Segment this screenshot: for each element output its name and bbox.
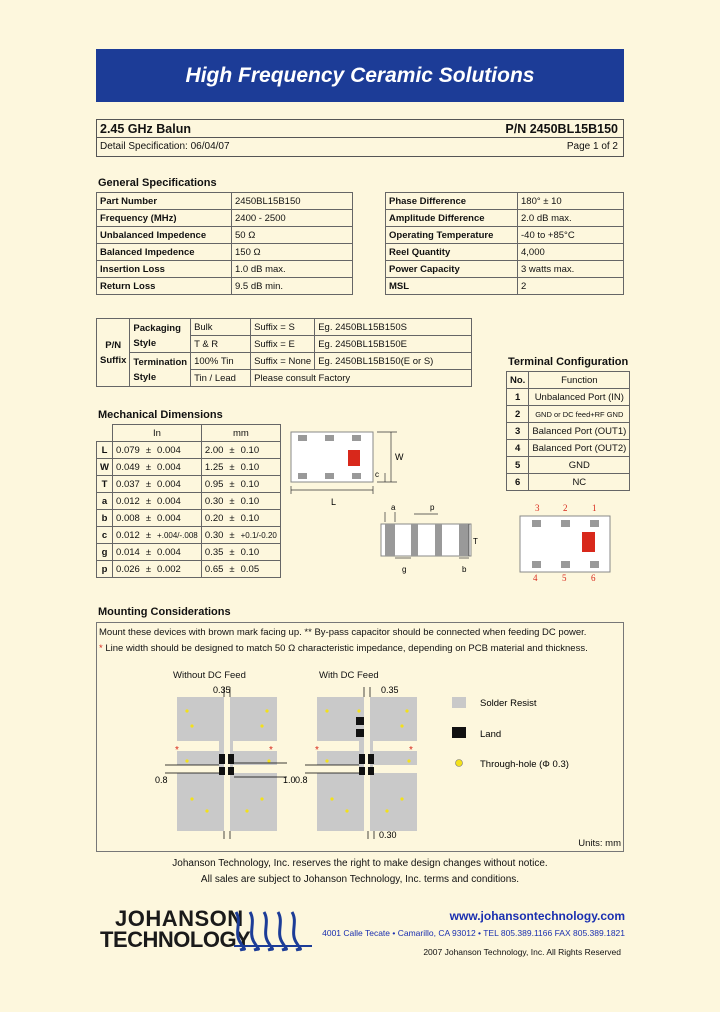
terminal-config-table	[506, 371, 630, 491]
pin-label: 1	[592, 503, 597, 513]
terminal	[385, 524, 395, 556]
document-header	[96, 119, 624, 157]
dim-10: 1.0	[283, 775, 296, 785]
legend-land: Land	[480, 729, 502, 740]
dim-key: c	[97, 527, 113, 544]
dim-mm-value: 0.30	[201, 493, 226, 510]
impedance-mark: *	[269, 745, 273, 756]
terminal-function: GND	[529, 457, 630, 474]
mechanical-title: Mechanical Dimensions	[98, 409, 223, 421]
pad	[298, 435, 307, 441]
dim-in-value: 0.049	[112, 459, 142, 476]
table-row	[507, 389, 630, 406]
dim-035: 0.35	[213, 685, 231, 695]
spec-label: Amplitude Difference	[386, 210, 518, 227]
dim-mm-tolerance: 0.10	[238, 493, 281, 510]
packaging-label: Packaging	[133, 322, 181, 334]
footer-disclaimer-1: Johanson Technology, Inc. reserves the right to make design changes without notice.	[172, 858, 548, 869]
legend-land-swatch	[452, 727, 466, 738]
plus-minus: ±	[226, 510, 237, 527]
footnote-star: *	[99, 643, 103, 654]
table-row	[386, 278, 624, 295]
table-row	[507, 372, 630, 389]
dim-in-tolerance: 0.004	[154, 493, 201, 510]
dim-in-tolerance: +.004/-.008	[154, 527, 201, 544]
suffix-type: 100% Tin	[191, 353, 251, 370]
part-number: P/N 2450BL15B150	[505, 122, 618, 136]
pad	[352, 473, 361, 479]
suffix-label: Suffix	[100, 354, 127, 366]
dim-mm-tolerance: 0.10	[238, 544, 281, 561]
land	[368, 754, 374, 764]
pad	[590, 520, 599, 527]
plus-minus: ±	[226, 442, 237, 459]
dim-mm-value: 0.65	[201, 561, 226, 578]
dim-mm-tolerance: 0.10	[238, 442, 281, 459]
dim-in-value: 0.008	[112, 510, 142, 527]
dim-in-value: 0.014	[112, 544, 142, 561]
table-row	[386, 244, 624, 261]
table-row	[97, 425, 281, 442]
pn-label: P/N	[105, 339, 122, 351]
dim-in-value: 0.079	[112, 442, 142, 459]
logo-wave-icon	[232, 908, 314, 952]
mounting-title: Mounting Considerations	[98, 606, 231, 618]
dim-in-tolerance: 0.002	[154, 561, 201, 578]
terminal-no: 6	[507, 474, 529, 491]
table-row	[97, 319, 472, 336]
spec-label: Insertion Loss	[97, 261, 232, 278]
spec-value: 2.0 dB max.	[518, 210, 624, 227]
dim-mm-value: 0.20	[201, 510, 226, 527]
dim-in-tolerance: 0.004	[154, 442, 201, 459]
terminal-function: Balanced Port (OUT2)	[529, 440, 630, 457]
mm-header: mm	[201, 425, 280, 442]
dim-label-c: c	[375, 470, 379, 479]
general-specs-title: General Specifications	[98, 177, 217, 189]
suffix-code: Suffix = None	[251, 353, 315, 370]
land	[368, 767, 374, 775]
spec-value: 2400 - 2500	[232, 210, 353, 227]
plus-minus: ±	[143, 459, 154, 476]
polarity-mark	[582, 532, 595, 552]
pad	[590, 561, 599, 568]
pin-label: 4	[533, 573, 538, 583]
style-label: Style	[133, 371, 157, 383]
spec-value: 1.0 dB max.	[232, 261, 353, 278]
spec-label: Reel Quantity	[386, 244, 518, 261]
plus-minus: ±	[226, 561, 237, 578]
plus-minus: ±	[143, 510, 154, 527]
spec-value: 2450BL15B150	[232, 193, 353, 210]
legend-through-hole: Through-hole (Φ 0.3)	[480, 759, 569, 770]
suffix-example: Eg. 2450BL15B150E	[315, 336, 472, 353]
dim-in-value: 0.012	[112, 493, 142, 510]
land	[359, 767, 365, 775]
dim-key: a	[97, 493, 113, 510]
plus-minus: ±	[143, 476, 154, 493]
terminal-no: 4	[507, 440, 529, 457]
table-row	[97, 561, 281, 578]
function-header: Function	[529, 372, 630, 389]
dim-mm-tolerance: 0.10	[238, 476, 281, 493]
polarity-mark	[348, 450, 360, 466]
terminal-function: Balanced Port (OUT1)	[529, 423, 630, 440]
table-row	[507, 440, 630, 457]
copyright: 2007 Johanson Technology, Inc. All Rights Reserved	[423, 947, 621, 957]
plus-minus: ±	[143, 527, 154, 544]
plus-minus: ±	[143, 493, 154, 510]
dim-label-w: W	[395, 452, 404, 462]
dim-label-l: L	[331, 497, 337, 507]
pad	[561, 561, 570, 568]
table-row	[97, 527, 281, 544]
dim-in-value: 0.026	[112, 561, 142, 578]
dim-label-t: T	[473, 537, 478, 546]
dim-in-tolerance: 0.004	[154, 510, 201, 527]
dim-in-tolerance: 0.004	[154, 476, 201, 493]
spec-date: Detail Specification: 06/04/07	[100, 141, 230, 152]
page-banner: High Frequency Ceramic Solutions	[96, 49, 624, 102]
terminal-no: 5	[507, 457, 529, 474]
logo-technology: TECHNOLOGY	[100, 927, 251, 952]
suffix-type: T & R	[191, 336, 251, 353]
table-row	[97, 227, 353, 244]
dim-label-p: p	[430, 503, 435, 512]
pn-suffix-label	[97, 319, 130, 387]
spec-value: 180° ± 10	[518, 193, 624, 210]
pinout-diagram	[506, 497, 624, 587]
dim-in-tolerance: 0.004	[154, 544, 201, 561]
pad	[532, 520, 541, 527]
table-row	[97, 210, 353, 227]
legend-resist-swatch	[452, 697, 466, 708]
terminal-no: 2	[507, 406, 529, 423]
spec-label: Return Loss	[97, 278, 232, 295]
table-row	[507, 474, 630, 491]
in-header: In	[112, 425, 201, 442]
table-row	[507, 423, 630, 440]
dim-label-g: g	[402, 565, 407, 574]
pad	[298, 473, 307, 479]
spec-label: Balanced Impedence	[97, 244, 232, 261]
general-specs-right	[385, 192, 624, 295]
packaging-style-label	[130, 319, 191, 353]
pin-label: 5	[562, 573, 567, 583]
mounting-note-1: Mount these devices with brown mark facing up. ** By-pass capacitor should be connected when feeding DC power.	[99, 627, 587, 638]
spec-value: 3 watts max.	[518, 261, 624, 278]
table-row	[386, 227, 624, 244]
pad	[352, 435, 361, 441]
mounting-note-2-text: Line width should be designed to match 50 Ω characteristic impedance, depending on PCB material and thickness.	[102, 643, 588, 654]
terminal	[435, 524, 442, 556]
dim-035: 0.35	[381, 685, 399, 695]
no-header: No.	[507, 372, 529, 389]
dim-in-value: 0.012	[112, 527, 142, 544]
mechanical-table	[96, 424, 281, 578]
spec-value: 9.5 dB min.	[232, 278, 353, 295]
land	[228, 754, 234, 764]
spec-value: 2	[518, 278, 624, 295]
suffix-example: Eg. 2450BL15B150S	[315, 319, 472, 336]
dim-key: L	[97, 442, 113, 459]
bypass-cap-land	[356, 729, 364, 737]
pattern-without-dc	[155, 685, 296, 839]
dim-08: 0.8	[155, 775, 168, 785]
table-row	[97, 193, 353, 210]
table-row	[97, 353, 472, 370]
impedance-mark: *	[175, 745, 179, 756]
suffix-type: Bulk	[191, 319, 251, 336]
spec-label: Part Number	[97, 193, 232, 210]
without-dc-label: Without DC Feed	[173, 670, 246, 681]
pad	[325, 435, 334, 441]
table-row	[386, 193, 624, 210]
units-note: Units: mm	[578, 838, 621, 849]
with-dc-label: With DC Feed	[319, 670, 379, 681]
plus-minus: ±	[226, 476, 237, 493]
spec-label: Phase Difference	[386, 193, 518, 210]
land	[219, 767, 225, 775]
land	[219, 754, 225, 764]
legend-via-swatch	[456, 760, 463, 767]
plus-minus: ±	[226, 493, 237, 510]
pin-label: 2	[563, 503, 568, 513]
legend-solder-resist: Solder Resist	[480, 698, 537, 709]
suffix-code: Suffix = S	[251, 319, 315, 336]
land	[228, 767, 234, 775]
dim-08: 0.8	[295, 775, 308, 785]
spec-value: 150 Ω	[232, 244, 353, 261]
dim-030: 0.30	[379, 830, 397, 840]
table-row	[507, 406, 630, 423]
dim-key: W	[97, 459, 113, 476]
plus-minus: ±	[226, 527, 237, 544]
pad	[325, 473, 334, 479]
table-row	[97, 442, 281, 459]
impedance-mark: *	[315, 745, 319, 756]
bypass-cap-land	[356, 717, 364, 725]
table-row	[97, 459, 281, 476]
terminal	[459, 524, 469, 556]
table-row	[97, 244, 353, 261]
terminal	[411, 524, 418, 556]
dim-key: g	[97, 544, 113, 561]
suffix-code: Please consult Factory	[251, 370, 472, 387]
table-row	[386, 261, 624, 278]
plus-minus: ±	[143, 442, 154, 459]
terminal-no: 1	[507, 389, 529, 406]
dim-key: b	[97, 510, 113, 527]
termination-label: Termination	[133, 356, 188, 368]
terminal-function: NC	[529, 474, 630, 491]
product-title: 2.45 GHz Balun	[100, 122, 191, 136]
dim-mm-tolerance: 0.10	[238, 459, 281, 476]
dim-key: p	[97, 561, 113, 578]
plus-minus: ±	[226, 459, 237, 476]
terminal-config-title: Terminal Configuration	[508, 356, 629, 368]
company-url[interactable]: www.johansontechnology.com	[449, 909, 625, 923]
dim-in-value: 0.037	[112, 476, 142, 493]
dim-label-b: b	[462, 565, 467, 574]
dim-mm-tolerance: 0.10	[238, 510, 281, 527]
dim-in-tolerance: 0.004	[154, 459, 201, 476]
suffix-example: Eg. 2450BL15B150(E or S)	[315, 353, 472, 370]
dim-mm-value: 0.35	[201, 544, 226, 561]
table-row	[386, 210, 624, 227]
terminal-no: 3	[507, 423, 529, 440]
plus-minus: ±	[143, 544, 154, 561]
termination-style-label	[130, 353, 191, 387]
pattern-with-dc	[295, 685, 417, 840]
spec-label: MSL	[386, 278, 518, 295]
style-label: Style	[133, 337, 157, 349]
suffix-code: Suffix = E	[251, 336, 315, 353]
land-patterns	[97, 681, 569, 840]
dim-mm-value: 2.00	[201, 442, 226, 459]
table-row	[97, 493, 281, 510]
general-specs-left	[96, 192, 353, 295]
mechanical-drawing	[285, 424, 500, 579]
dim-mm-value: 1.25	[201, 459, 226, 476]
table-row	[97, 476, 281, 493]
page-number: Page 1 of 2	[566, 141, 618, 152]
plus-minus: ±	[143, 561, 154, 578]
pin-label: 3	[535, 503, 540, 513]
suffix-type: Tin / Lead	[191, 370, 251, 387]
dim-mm-value: 0.30	[201, 527, 226, 544]
spec-label: Operating Temperature	[386, 227, 518, 244]
dim-label-a: a	[391, 503, 396, 512]
spec-label: Power Capacity	[386, 261, 518, 278]
spec-label: Frequency (MHz)	[97, 210, 232, 227]
company-address: 4001 Calle Tecate • Camarillo, CA 93012 • TEL 805.389.1166 FAX 805.389.1821	[322, 928, 625, 938]
table-row	[97, 278, 353, 295]
spec-value: 50 Ω	[232, 227, 353, 244]
logo-johanson: JOHANSON	[115, 906, 244, 931]
spec-value: -40 to +85°C	[518, 227, 624, 244]
impedance-mark: *	[409, 745, 413, 756]
dim-mm-tolerance: +0.1/-0.20	[238, 527, 281, 544]
terminal-function: GND or DC feed+RF GND	[529, 406, 630, 423]
land	[359, 754, 365, 764]
terminal-function: Unbalanced Port (IN)	[529, 389, 630, 406]
dim-key: T	[97, 476, 113, 493]
mounting-note-2	[99, 643, 623, 654]
plus-minus: ±	[226, 544, 237, 561]
pin-label: 6	[591, 573, 596, 583]
spec-value: 4,000	[518, 244, 624, 261]
footer-disclaimer-2: All sales are subject to Johanson Technology, Inc. terms and conditions.	[200, 874, 520, 885]
table-row	[507, 457, 630, 474]
table-row	[97, 261, 353, 278]
table-row	[97, 510, 281, 527]
table-row	[97, 544, 281, 561]
dim-mm-tolerance: 0.05	[238, 561, 281, 578]
pad	[561, 520, 570, 527]
pad	[532, 561, 541, 568]
pn-suffix-table	[96, 318, 472, 387]
dim-mm-value: 0.95	[201, 476, 226, 493]
mounting-box	[96, 622, 624, 852]
spec-label: Unbalanced Impedence	[97, 227, 232, 244]
